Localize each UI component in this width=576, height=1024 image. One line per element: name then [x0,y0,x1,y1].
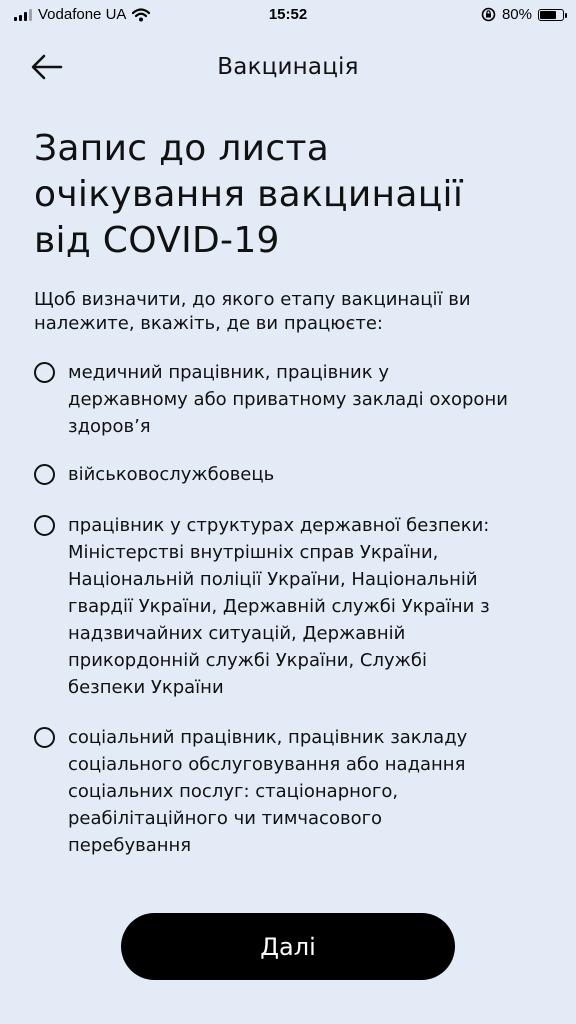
option-label: працівник у структурах державної безпеки: Міністерстві внутрішніх справ України, Національній поліції України, Національній гвардії України, Державній службі України з надзвичайних ситуацій, Державній прикордонній службі України, Службі безпеки України [68,515,490,698]
radio-button[interactable] [34,515,55,536]
intro-line: Щоб визначити, до якого етапу вакцинації ви [34,289,471,310]
option-medical-worker[interactable] [34,359,554,440]
intro-text [34,288,554,336]
header-title: Вакцинація [217,54,359,80]
battery-icon [538,9,564,21]
orientation-lock-icon [481,7,496,22]
next-button[interactable]: Далі [121,913,455,980]
status-right [481,6,564,23]
carrier-name: Vodafone UA [38,6,127,23]
option-state-security[interactable] [34,512,554,701]
radio-button[interactable] [34,727,55,748]
header [0,44,576,90]
radio-button[interactable] [34,362,55,383]
intro-line: належите, вкажіть, де ви працюєте: [34,313,383,334]
option-social-worker[interactable] [34,724,554,859]
page-title-line: очікування вакцинації [34,174,464,215]
page-title-line: від COVID-19 [34,220,280,261]
status-time: 15:52 [268,6,308,23]
option-military[interactable] [34,461,554,488]
page-title [34,126,544,264]
option-label: соціальний працівник, працівник закладу соціального обслуговування або надання соціальних послуг: стаціонарного, реабілітаційного чи тимчасового перебування [68,727,468,856]
option-label: медичний працівник, працівник у державному або приватному закладі охорони здоров’я [68,362,508,437]
page-title-line: Запис до листа [34,128,330,169]
option-label: військовослужбовець [68,464,275,485]
status-bar [0,0,576,30]
radio-button[interactable] [34,464,55,485]
battery-percent: 80% [501,6,532,23]
